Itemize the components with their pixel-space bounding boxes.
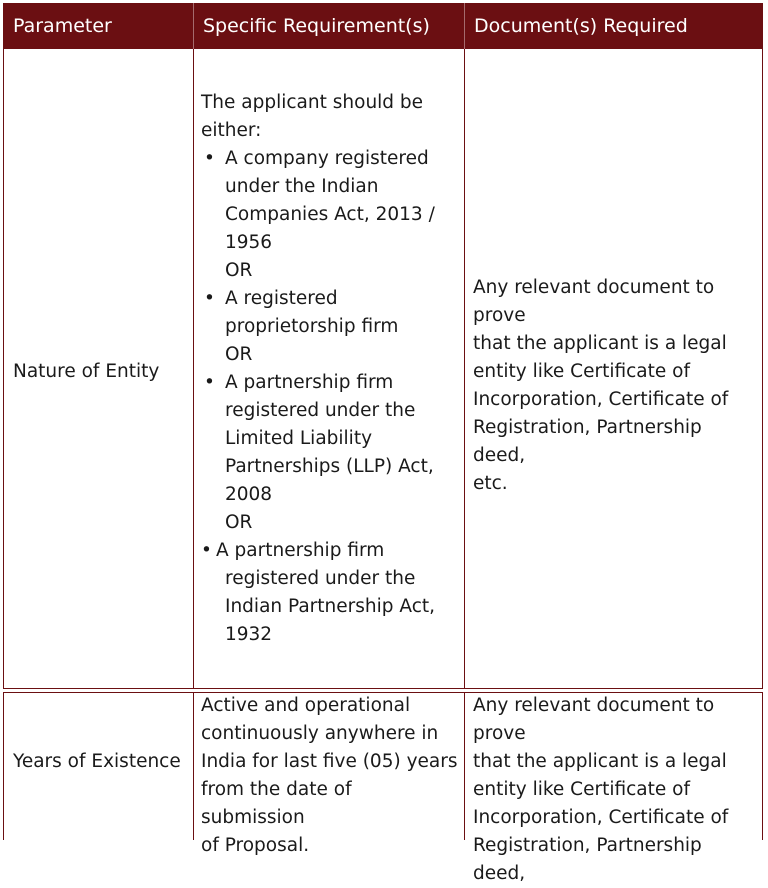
requirement-cell [201, 692, 459, 860]
list-item [201, 369, 459, 509]
option-line: Limited Liability [225, 428, 373, 449]
documents-line: entity like Certificate of [473, 361, 690, 382]
header-requirements: Specific Requirement(s) [203, 15, 430, 37]
requirement-line: Active and operational [201, 695, 411, 716]
list-item [201, 145, 459, 257]
documents-line: Incorporation, Certificate of [473, 389, 729, 410]
documents-line: that the applicant is a legal [473, 333, 727, 354]
requirement-intro-line: either: [201, 120, 262, 141]
parameter-cell: Years of Existence [13, 751, 181, 772]
table-row [3, 49, 763, 689]
column-divider [464, 693, 465, 840]
requirement-line: India for last five (05) years [201, 751, 458, 772]
option-line: A registered [225, 288, 338, 309]
documents-line: Registration, Partnership deed, [473, 417, 702, 466]
or-separator: OR [225, 260, 253, 281]
table-row [3, 692, 763, 884]
column-divider [193, 49, 194, 688]
option-line: registered under the [225, 400, 416, 421]
option-line: A partnership firm [225, 372, 394, 393]
documents-line: entity like Certificate of [473, 779, 690, 800]
requirement-line: continuously anywhere in [201, 723, 439, 744]
bullet-icon: • [204, 288, 215, 309]
documents-line: etc. [473, 473, 508, 494]
list-item [201, 537, 459, 649]
documents-line: Registration, Partnership deed, [473, 835, 702, 884]
option-line: 1956 [225, 232, 273, 253]
requirement-line: from the date of submission [201, 779, 352, 828]
option-line: Companies Act, 2013 / [225, 204, 435, 225]
parameter-cell: Nature of Entity [13, 361, 160, 382]
header-parameter: Parameter [13, 15, 112, 37]
option-line: 1932 [225, 624, 273, 645]
documents-line: Incorporation, Certificate of [473, 807, 729, 828]
option-line: Partnerships (LLP) Act, [225, 456, 434, 477]
list-item [201, 285, 459, 341]
documents-line: that the applicant is a legal [473, 751, 727, 772]
option-line: under the Indian [225, 176, 379, 197]
table-header [3, 3, 763, 49]
option-line: Indian Partnership Act, [225, 596, 436, 617]
requirement-intro-line: The applicant should be [201, 92, 424, 113]
documents-line: Any relevant document to prove [473, 695, 715, 744]
option-line: registered under the [225, 568, 416, 589]
requirement-cell [201, 89, 459, 649]
column-divider [464, 49, 465, 688]
documents-cell [473, 274, 758, 498]
bullet-icon: • [204, 148, 215, 169]
option-line: proprietorship firm [225, 316, 399, 337]
option-line: 2008 [225, 484, 273, 505]
column-divider [193, 693, 194, 840]
bullet-icon: • [204, 372, 215, 393]
option-line: A partnership firm [216, 540, 385, 561]
entity-options-list [201, 145, 459, 649]
documents-cell [473, 692, 758, 888]
or-separator: OR [225, 512, 253, 533]
bullet-icon: • [201, 540, 212, 561]
option-line: A company registered [225, 148, 429, 169]
requirement-line: of Proposal. [201, 835, 310, 856]
or-separator: OR [225, 344, 253, 365]
documents-line: Any relevant document to prove [473, 277, 715, 326]
header-documents: Document(s) Required [474, 15, 688, 37]
